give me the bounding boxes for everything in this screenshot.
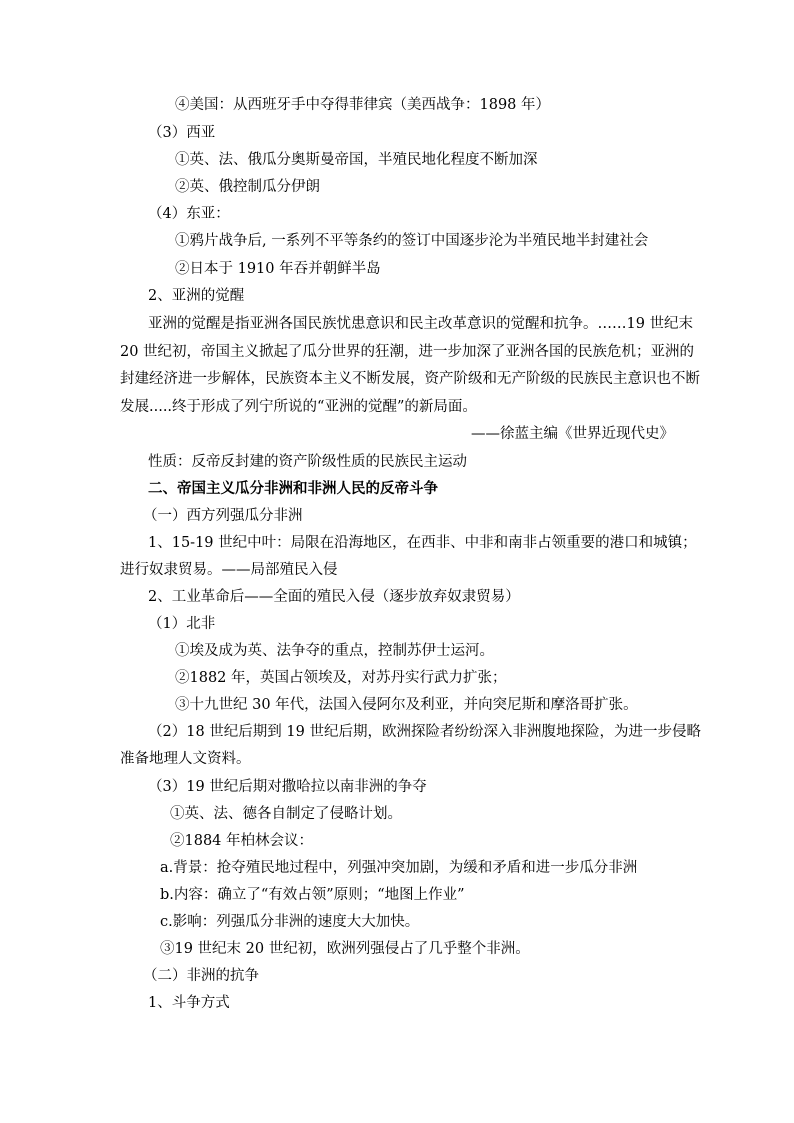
text-line: ②1884 年柏林会议： bbox=[170, 833, 314, 849]
quote-line: 20 世纪初，帝国主义掀起了瓜分世界的狂潮，进一步加深了亚洲各国的民族危机；亚洲的 bbox=[120, 344, 695, 360]
text-line: c.影响：列强瓜分非洲的速度大大加快。 bbox=[160, 914, 420, 930]
text-line: 准备地理人文资料。 bbox=[120, 751, 251, 767]
text-line: 进行奴隶贸易。——局部殖民入侵 bbox=[120, 562, 338, 578]
section-heading: （二）非洲的抗争 bbox=[143, 968, 259, 984]
text-line: ②英、俄控制瓜分伊朗 bbox=[175, 179, 320, 195]
text-line: ②1882 年，英国占领埃及，对苏丹实行武力扩张； bbox=[175, 670, 507, 686]
text-line: 1、15-19 世纪中叶：局限在沿海地区，在西非、中非和南非占领重要的港口和城镇； bbox=[148, 535, 697, 551]
quote-line: 亚洲的觉醒是指亚洲各国民族忧患意识和民主改革意识的觉醒和抗争。……19 世纪末 bbox=[148, 316, 694, 332]
section-heading: （1）北非 bbox=[148, 616, 216, 632]
section-heading: （一）西方列强瓜分非洲 bbox=[143, 508, 303, 524]
section-heading: 1、斗争方式 bbox=[148, 995, 230, 1011]
quote-line: 封建经济进一步解体，民族资本主义不断发展，资产阶级和无产阶级的民族民主意识也不断 bbox=[120, 371, 700, 387]
text-line: 性质：反帝反封建的资产阶级性质的民族民主运动 bbox=[148, 454, 467, 470]
text-line: ③19 世纪末 20 世纪初，欧洲列强侵占了几乎整个非洲。 bbox=[160, 941, 530, 957]
section-heading: 2、亚洲的觉醒 bbox=[148, 288, 245, 304]
section-heading: （4）东亚： bbox=[148, 206, 230, 222]
text-line: ①埃及成为英、法争夺的重点，控制苏伊士运河。 bbox=[175, 643, 494, 659]
text-line: ③十九世纪 30 年代，法国入侵阿尔及利亚，并向突尼斯和摩洛哥扩张。 bbox=[175, 697, 638, 713]
quote-source: ——徐蓝主编《世界近现代史》 bbox=[471, 426, 674, 442]
text-line: ①英、法、德各自制定了侵略计划。 bbox=[170, 806, 402, 822]
text-line: ②日本于 1910 年吞并朝鲜半岛 bbox=[175, 261, 381, 277]
text-line: ①鸦片战争后, 一系列不平等条约的签订中国逐步沦为半殖民地半封建社会 bbox=[175, 233, 649, 249]
section-heading: （3）19 世纪后期对撒哈拉以南非洲的争夺 bbox=[148, 779, 427, 795]
text-line: ①英、法、俄瓜分奥斯曼帝国，半殖民地化程度不断加深 bbox=[175, 152, 538, 168]
section-heading: 2、工业革命后——全面的殖民入侵（逐步放弃奴隶贸易） bbox=[148, 589, 520, 605]
text-line: （2）18 世纪后期到 19 世纪后期，欧洲探险者纷纷深入非洲腹地探险，为进一步侵略 bbox=[148, 724, 701, 740]
chapter-heading: 二、帝国主义瓜分非洲和非洲人民的反帝斗争 bbox=[148, 480, 438, 497]
text-line: b.内容：确立了“有效占领”原则；“地图上作业” bbox=[160, 887, 465, 903]
text-line: a.背景：抢夺殖民地过程中，列强冲突加剧，为缓和矛盾和进一步瓜分非洲 bbox=[160, 860, 638, 876]
section-heading: （3）西亚 bbox=[148, 125, 216, 141]
text-line: ④美国：从西班牙手中夺得菲律宾（美西战争：1898 年） bbox=[175, 97, 551, 113]
quote-line: 发展.....终于形成了列宁所说的“亚洲的觉醒”的新局面。 bbox=[120, 399, 477, 415]
